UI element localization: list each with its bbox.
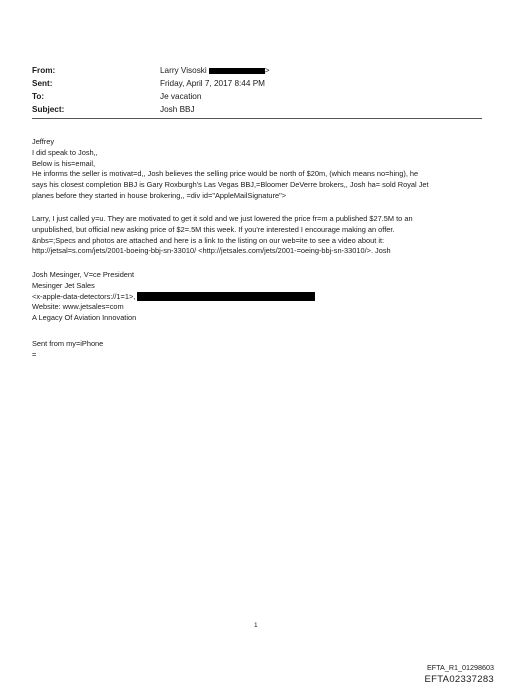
header-row-subject bbox=[32, 103, 492, 116]
header-row-sent bbox=[32, 77, 492, 90]
header-row-from bbox=[32, 64, 492, 77]
redaction-bar bbox=[209, 68, 265, 74]
body-line: He informs the seller is motivat=d,, Josh believes the selling price would be north of $20m, (which means no=hing), he bbox=[32, 169, 419, 179]
body-line: I did speak to Josh,, bbox=[32, 147, 98, 157]
body-line: planes before they started in house brokering,, =div id="AppleMailSignature"> bbox=[32, 190, 287, 200]
signature-block bbox=[32, 270, 482, 324]
subject-value: Josh BBJ bbox=[160, 105, 195, 114]
body-line: Below is his=email, bbox=[32, 158, 96, 168]
signature-detector: <x-apple-data-detectors://1=1> bbox=[32, 291, 134, 301]
body-line: Jeffrey bbox=[32, 137, 55, 146]
email-header bbox=[32, 64, 492, 116]
body-line: http://jetsal=s.com/jets/2001-boeing-bbj-sn-33010/ <http://jetsales.com/jets/2001-=oeing-bbj-sn-33010/>. Josh bbox=[32, 246, 391, 256]
to-value: Je vacation bbox=[160, 92, 202, 101]
page-number: 1 bbox=[254, 622, 258, 629]
signature-detector-suffix: , bbox=[133, 291, 136, 301]
sent-value: Friday, April 7, 2017 8:44 PM bbox=[160, 79, 265, 88]
from-suffix: > bbox=[264, 66, 270, 75]
subject-label: Subject: bbox=[32, 105, 65, 114]
header-divider bbox=[32, 118, 482, 119]
from-name: Larry Visoski bbox=[160, 66, 207, 75]
body-paragraph-1 bbox=[32, 137, 482, 202]
body-line: &nbs=;Specs and photos are attached and here is a link to the listing on our web=ite to see a video about it: bbox=[32, 235, 385, 245]
from-label: From: bbox=[32, 66, 56, 75]
sent-label: Sent: bbox=[32, 79, 53, 88]
body-line: Larry, I just called y=u. They are motivated to get it sold and we just lowered the price fr=m a published $27.5M to an bbox=[32, 214, 413, 223]
sent-from-text: Sent from my=iPhone bbox=[32, 339, 104, 348]
signature-tagline: A Legacy Of Aviation Innovation bbox=[32, 313, 137, 323]
redaction-bar bbox=[137, 292, 315, 301]
body-paragraph-2 bbox=[32, 214, 482, 257]
from-value bbox=[160, 64, 492, 77]
body-line: unpublished, but official new asking price of $2=.5M this week. If you're interested I encourage making an offer. bbox=[32, 224, 395, 234]
bates-number-small: EFTA_R1_01298603 bbox=[427, 663, 494, 672]
trailer-text: = bbox=[32, 349, 37, 359]
signature-detector-line bbox=[32, 292, 482, 303]
bates-number-large: EFTA02337283 bbox=[424, 674, 494, 685]
to-label: To: bbox=[32, 92, 45, 101]
signature-company: Mesinger Jet Sales bbox=[32, 280, 95, 290]
header-row-to bbox=[32, 90, 492, 103]
signature-name: Josh Mesinger, V=ce President bbox=[32, 270, 135, 279]
body-line: says his closest completion BBJ is Gary Roxburgh's Las Vegas BBJ,=Bloomer DeVerre brokers,, Josh ha= sold Royal Jet bbox=[32, 180, 429, 190]
sent-from-block bbox=[32, 339, 482, 361]
signature-website: Website: www.jetsales=com bbox=[32, 302, 124, 312]
